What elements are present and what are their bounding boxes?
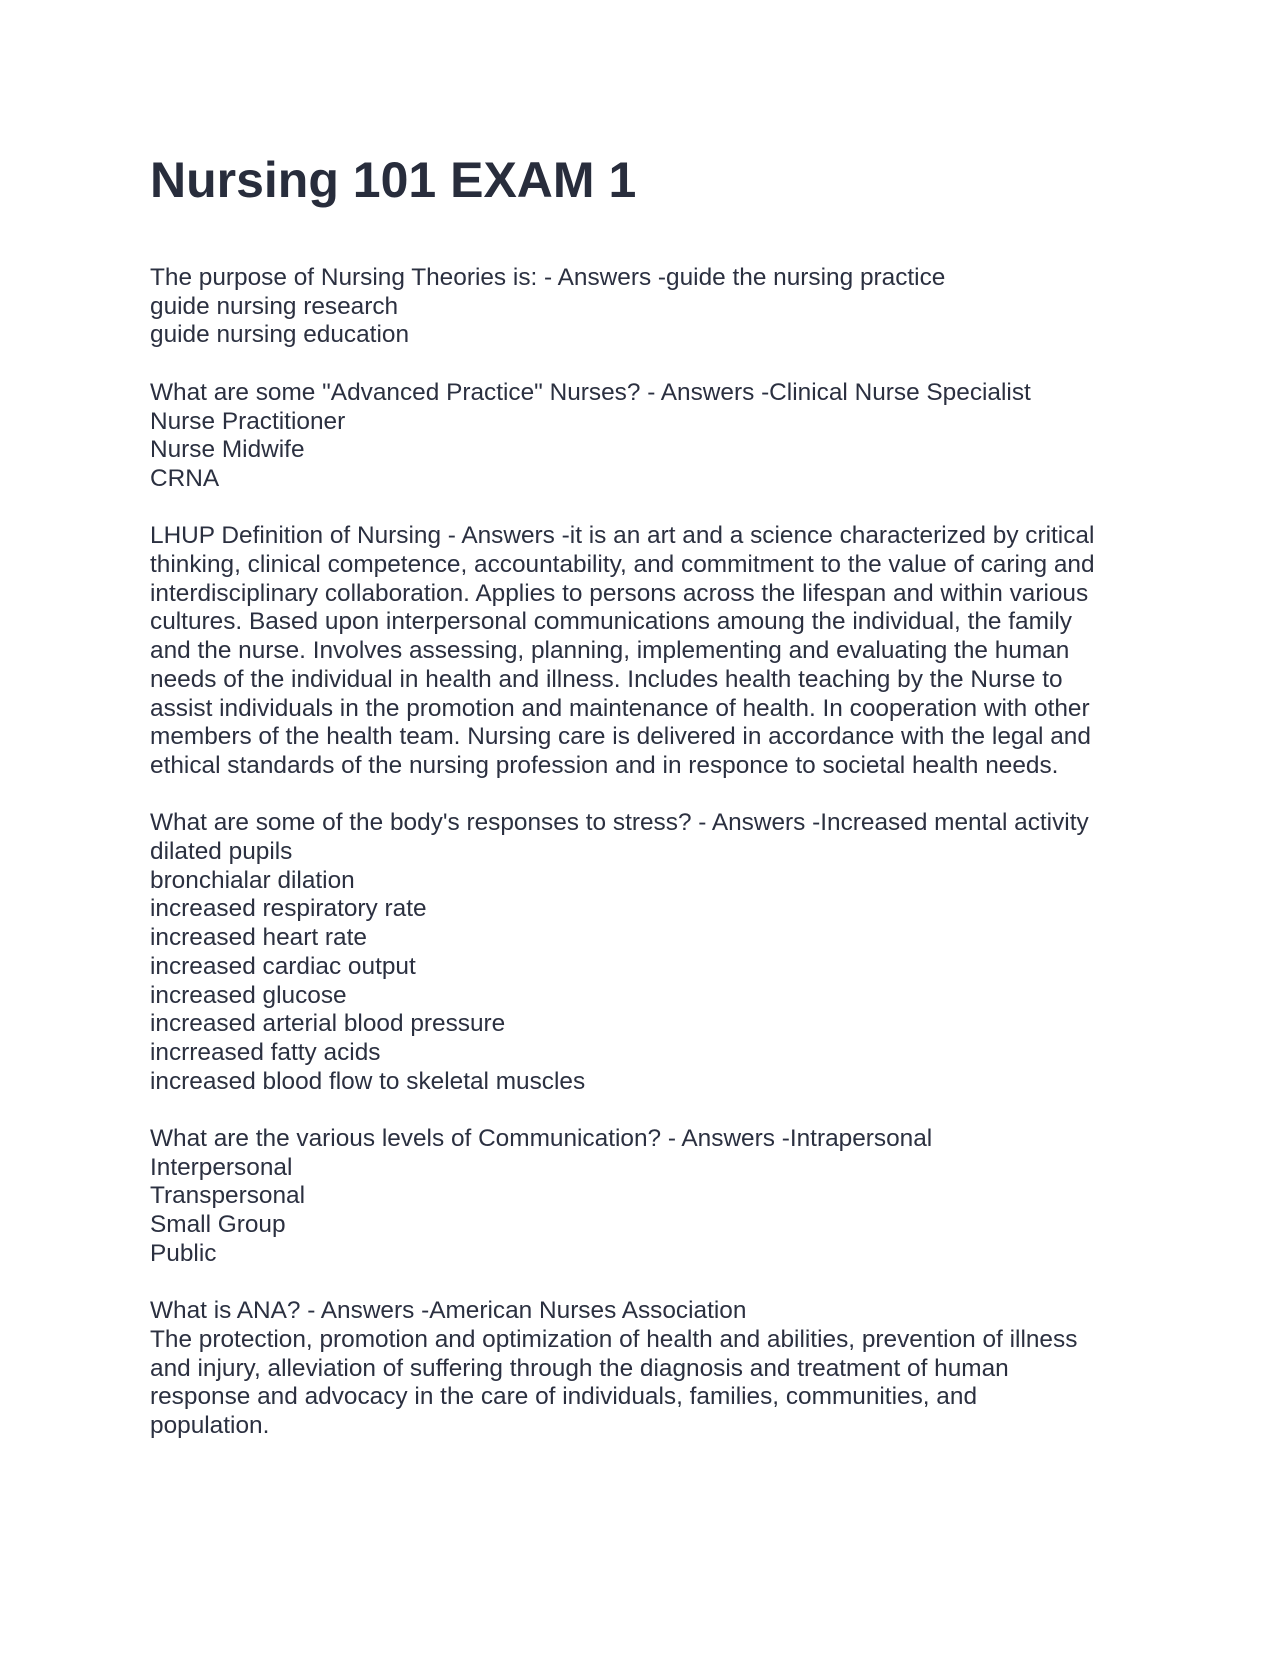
qa-line: incrreased fatty acids bbox=[150, 1038, 381, 1066]
qa-line: CRNA bbox=[150, 464, 220, 492]
qa-block-nursing-theories bbox=[150, 264, 1140, 350]
qa-line: population. bbox=[150, 1412, 270, 1440]
qa-line: What is ANA? - Answers -American Nurses Association bbox=[150, 1297, 747, 1325]
qa-line: and injury, alleviation of suffering through the diagnosis and treatment of human bbox=[150, 1354, 1009, 1382]
qa-line: thinking, clinical competence, accountability, and commitment to the value of caring and bbox=[150, 551, 1095, 578]
qa-line: What are some of the body's responses to stress? - Answers -Increased mental activity bbox=[150, 809, 1089, 837]
qa-line: interdisciplinary collaboration. Applies to persons across the lifespan and within various bbox=[150, 579, 1089, 607]
qa-line: guide nursing education bbox=[150, 321, 410, 349]
qa-line: members of the health team. Nursing care is delivered in accordance with the legal and bbox=[150, 723, 1091, 751]
qa-line: increased cardiac output bbox=[150, 952, 416, 980]
qa-line: The protection, promotion and optimization of health and abilities, prevention of illness bbox=[150, 1325, 1078, 1353]
qa-line: assist individuals in the promotion and maintenance of health. In cooperation with other bbox=[150, 694, 1090, 722]
qa-line: and the nurse. Involves assessing, planning, implementing and evaluating the human bbox=[150, 637, 1070, 665]
qa-line: increased respiratory rate bbox=[150, 895, 427, 923]
qa-line: dilated pupils bbox=[150, 838, 293, 866]
qa-list bbox=[150, 264, 1140, 1469]
qa-line: increased blood flow to skeletal muscles bbox=[150, 1067, 586, 1095]
qa-line: cultures. Based upon interpersonal communications amoung the individual, the family bbox=[150, 608, 1072, 636]
qa-line: Interpersonal bbox=[150, 1153, 293, 1181]
qa-line: The purpose of Nursing Theories is: - Answers -guide the nursing practice bbox=[150, 264, 946, 291]
qa-line: What are the various levels of Communication? - Answers -Intrapersonal bbox=[150, 1125, 933, 1153]
qa-line: increased heart rate bbox=[150, 924, 367, 952]
qa-line: What are some "Advanced Practice" Nurses? - Answers -Clinical Nurse Specialist bbox=[150, 378, 1031, 406]
qa-line: needs of the individual in health and illness. Includes health teaching by the Nurse to bbox=[150, 665, 1063, 693]
qa-line: ethical standards of the nursing profession and in responce to societal health needs. bbox=[150, 751, 1059, 779]
qa-line: Nurse Midwife bbox=[150, 436, 305, 464]
qa-line: guide nursing research bbox=[150, 292, 399, 320]
qa-block-stress-responses bbox=[150, 809, 1140, 1096]
qa-line: Public bbox=[150, 1239, 217, 1267]
qa-line: Small Group bbox=[150, 1211, 286, 1239]
qa-line: response and advocacy in the care of individuals, families, communities, and bbox=[150, 1383, 978, 1411]
qa-block-lhup-definition bbox=[150, 522, 1140, 780]
qa-line: Nurse Practitioner bbox=[150, 407, 346, 435]
qa-block-ana bbox=[150, 1297, 1140, 1441]
qa-line: increased glucose bbox=[150, 981, 347, 1009]
qa-line: Transpersonal bbox=[150, 1182, 306, 1210]
qa-line: LHUP Definition of Nursing - Answers -it is an art and a science characterized by critical bbox=[150, 522, 1095, 550]
qa-block-advanced-practice bbox=[150, 379, 1140, 494]
qa-block-communication-levels bbox=[150, 1125, 1140, 1269]
document-title: Nursing 101 EXAM 1 bbox=[150, 152, 637, 208]
qa-line: bronchialar dilation bbox=[150, 866, 355, 894]
qa-line: increased arterial blood pressure bbox=[150, 1010, 506, 1038]
